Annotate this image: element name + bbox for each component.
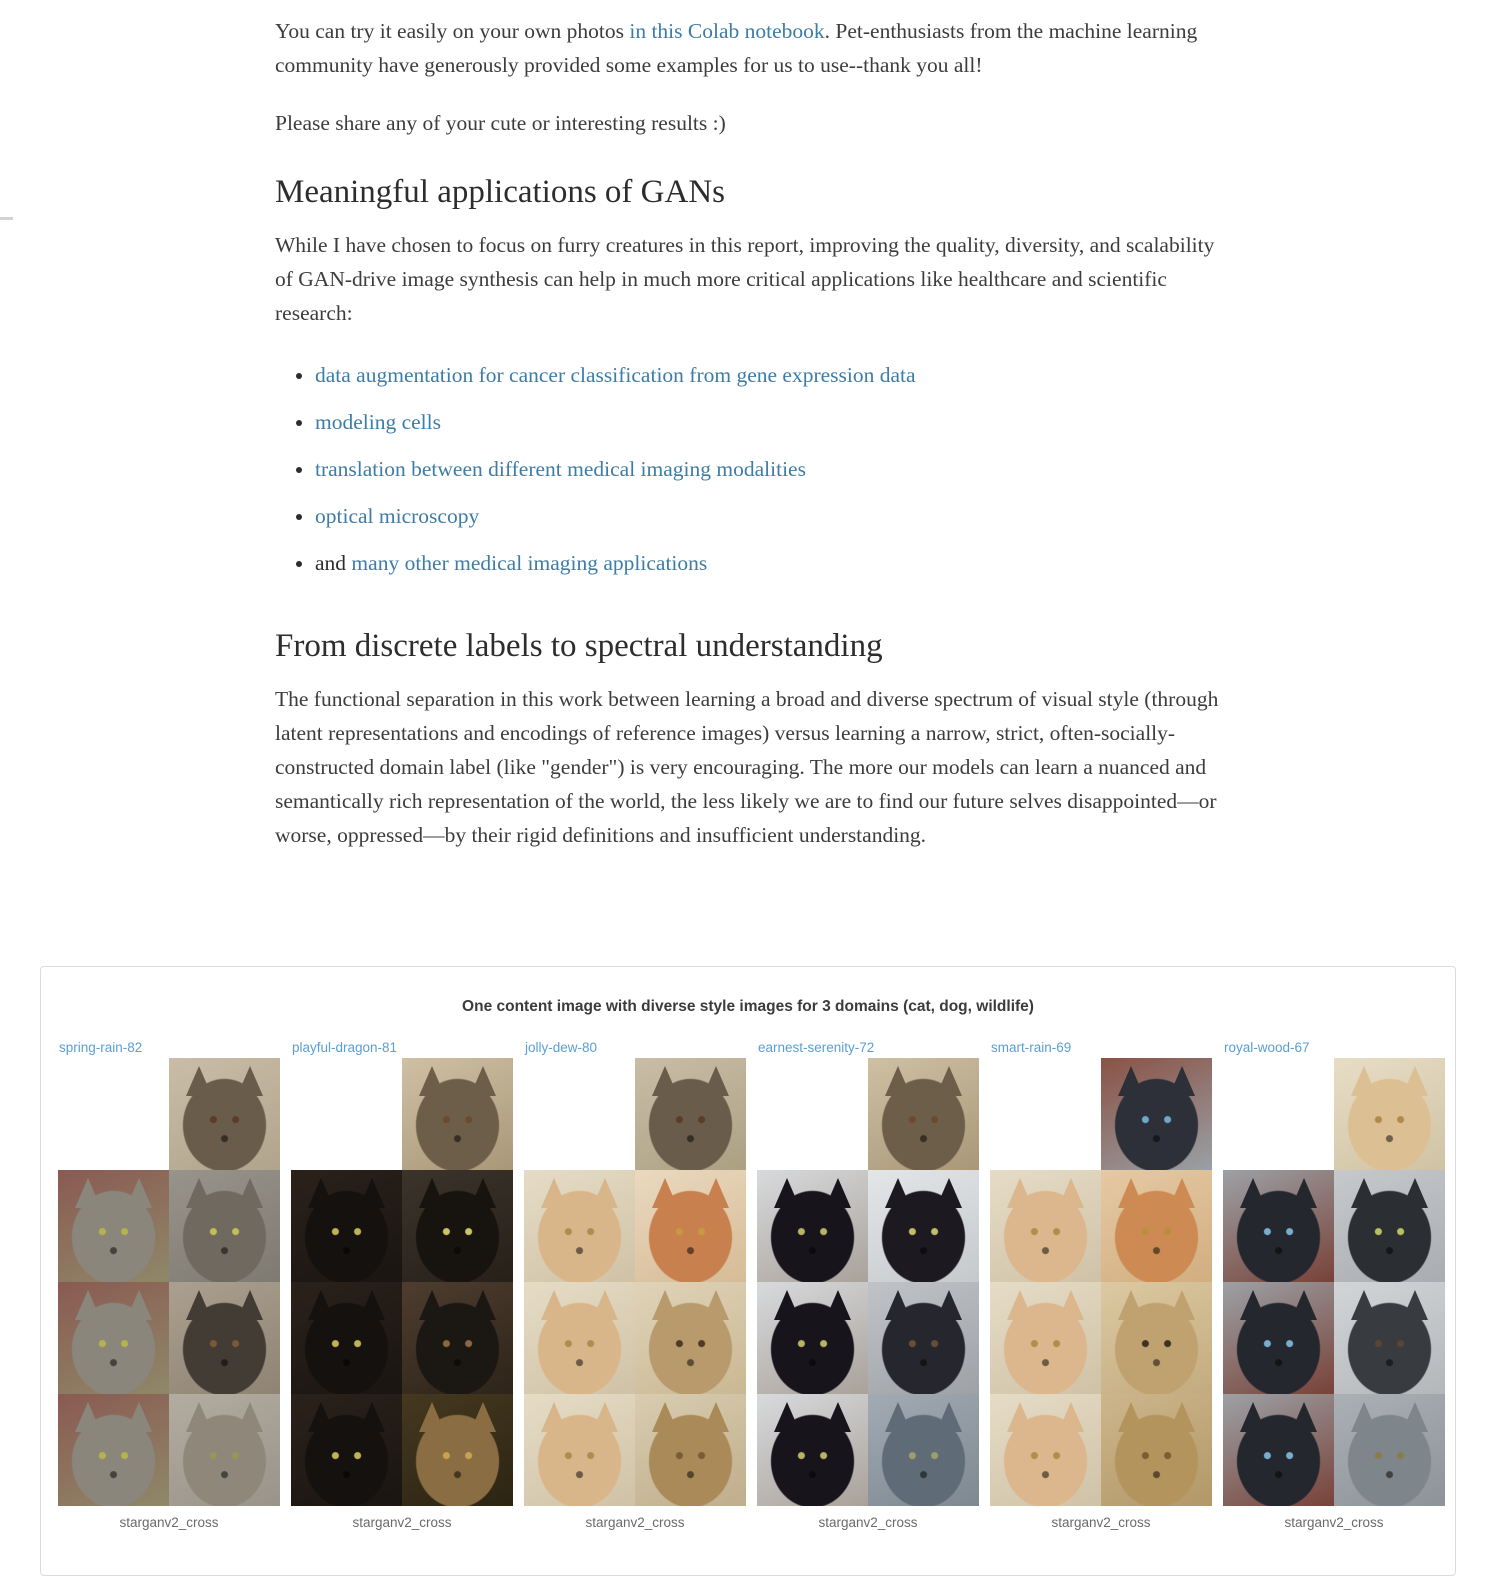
result-dark-gray-dog-image[interactable] xyxy=(169,1282,280,1394)
run-block xyxy=(524,1040,746,1530)
style-cream-cat-image[interactable] xyxy=(990,1394,1101,1506)
panel-title: One content image with diverse style images for 3 domains (cat, dog, wildlife) xyxy=(462,998,1034,1015)
result-lion-image[interactable] xyxy=(402,1394,513,1506)
style-tuxedo-cat-image[interactable] xyxy=(291,1282,402,1394)
run-name-link[interactable]: smart-rain-69 xyxy=(991,1040,1072,1055)
run-name-link[interactable]: spring-rain-82 xyxy=(59,1040,143,1055)
image-grid xyxy=(524,1058,746,1506)
run-block xyxy=(990,1040,1212,1530)
list-item xyxy=(315,452,1223,486)
content-gray-chihuahua-dog-image[interactable] xyxy=(169,1058,280,1170)
image-grid xyxy=(291,1058,513,1506)
run-name-link[interactable]: jolly-dew-80 xyxy=(525,1040,598,1055)
list-item xyxy=(315,358,1223,392)
content-husky-dog-image[interactable] xyxy=(1101,1058,1212,1170)
paragraph-share: Please share any of your cute or interesting results :) xyxy=(275,111,726,135)
style-gray-cat-image[interactable] xyxy=(58,1394,169,1506)
style-tuxedo-cat-image[interactable] xyxy=(291,1170,402,1282)
style-cream-cat-image[interactable] xyxy=(524,1170,635,1282)
cancer-classification-link[interactable]: data augmentation for cancer classification from gene expression data xyxy=(315,363,916,387)
image-grid xyxy=(757,1058,979,1506)
run-caption: starganv2_cross xyxy=(1284,1515,1384,1530)
style-husky-dog-image[interactable] xyxy=(1223,1394,1334,1506)
run-caption: starganv2_cross xyxy=(352,1515,452,1530)
style-gray-cat-image[interactable] xyxy=(58,1282,169,1394)
empty-cell xyxy=(58,1058,169,1170)
style-black-cat-image[interactable] xyxy=(757,1394,868,1506)
run-block xyxy=(757,1040,979,1530)
modeling-cells-link[interactable]: modeling cells xyxy=(315,410,441,434)
section-heading-gan-applications: Meaningful applications of GANs xyxy=(275,174,725,210)
paragraph-spectral: The functional separation in this work between learning a broad and diverse spectrum of visual style (through latent representations and encodings of reference images) versus learning a narrow, strict, often-socially-constructed domain label (like "gender") is very encouraging. The more our models can learn a nuanced and semantically rich representation of the world, the less likely we are to find our future selves disappointed—or worse, oppressed—by their rigid definitions and insufficient understanding. xyxy=(275,687,1219,847)
result-tan-shepherd-dog-image[interactable] xyxy=(1101,1282,1212,1394)
result-gray-cat-image[interactable] xyxy=(169,1170,280,1282)
paragraph-applications-intro: While I have chosen to focus on furry creatures in this report, improving the quality, diversity, and scalability of GAN-drive image synthesis can help in much more critical applications like healthcare and scientific research: xyxy=(275,233,1215,325)
list-item xyxy=(315,546,1223,580)
empty-cell xyxy=(757,1058,868,1170)
empty-cell xyxy=(990,1058,1101,1170)
imaging-modalities-link[interactable]: translation between different medical imaging modalities xyxy=(315,457,806,481)
run-name-link[interactable]: royal-wood-67 xyxy=(1224,1040,1310,1055)
content-cream-cat-image[interactable] xyxy=(1334,1058,1445,1170)
applications-list xyxy=(275,358,1223,580)
report-article xyxy=(275,0,1223,876)
style-black-cat-image[interactable] xyxy=(757,1170,868,1282)
optical-microscopy-link[interactable]: optical microscopy xyxy=(315,504,480,528)
empty-cell xyxy=(1223,1058,1334,1170)
paragraph-colab xyxy=(275,14,1223,82)
medical-imaging-applications-link[interactable]: many other medical imaging applications xyxy=(351,551,708,575)
image-grid xyxy=(990,1058,1212,1506)
image-grid xyxy=(58,1058,280,1506)
run-name-link[interactable]: earnest-serenity-72 xyxy=(758,1040,875,1055)
content-gray-chihuahua-dog-image[interactable] xyxy=(635,1058,746,1170)
style-black-cat-image[interactable] xyxy=(757,1282,868,1394)
result-tan-chihuahua-dog-image[interactable] xyxy=(635,1282,746,1394)
run-block xyxy=(58,1040,280,1530)
style-cream-cat-image[interactable] xyxy=(524,1282,635,1394)
colab-notebook-link[interactable]: in this Colab notebook xyxy=(629,19,825,43)
result-black-corgi-dog-image[interactable] xyxy=(402,1282,513,1394)
style-cream-cat-image[interactable] xyxy=(990,1170,1101,1282)
run-caption: starganv2_cross xyxy=(818,1515,918,1530)
style-cream-cat-image[interactable] xyxy=(524,1394,635,1506)
run-caption: starganv2_cross xyxy=(1051,1515,1151,1530)
list-item xyxy=(315,499,1223,533)
result-tuxedo-cat-image[interactable] xyxy=(1334,1170,1445,1282)
style-husky-dog-image[interactable] xyxy=(1223,1170,1334,1282)
result-orange-tabby-cat-image[interactable] xyxy=(635,1170,746,1282)
run-caption: starganv2_cross xyxy=(585,1515,685,1530)
result-black-dog-image[interactable] xyxy=(868,1282,979,1394)
result-border-collie-dog-image[interactable] xyxy=(1334,1282,1445,1394)
result-snow-leopard-image[interactable] xyxy=(169,1394,280,1506)
style-cream-cat-image[interactable] xyxy=(990,1282,1101,1394)
run-caption: starganv2_cross xyxy=(119,1515,219,1530)
result-black-cat-image[interactable] xyxy=(868,1170,979,1282)
empty-cell xyxy=(291,1058,402,1170)
list-item-prefix: and xyxy=(315,551,352,575)
result-black-cat-image[interactable] xyxy=(402,1170,513,1282)
result-orange-tabby-cat-image[interactable] xyxy=(1101,1170,1212,1282)
left-edge-divider xyxy=(0,217,13,220)
content-gray-chihuahua-dog-image[interactable] xyxy=(868,1058,979,1170)
result-lion-cub-image[interactable] xyxy=(1101,1394,1212,1506)
media-panel[interactable] xyxy=(40,966,1456,1576)
paragraph-text: . Pet-enthusiasts from the machine learning community have generously provided some examples for us to use--thank you all! xyxy=(275,19,1198,77)
paragraph-text: You can try it easily on your own photos xyxy=(275,19,630,43)
content-gray-chihuahua-dog-image[interactable] xyxy=(402,1058,513,1170)
image-grid xyxy=(1223,1058,1445,1506)
run-block xyxy=(291,1040,513,1530)
style-gray-cat-image[interactable] xyxy=(58,1170,169,1282)
style-husky-dog-image[interactable] xyxy=(1223,1282,1334,1394)
result-snow-leopard-image[interactable] xyxy=(868,1394,979,1506)
panel-blocks xyxy=(41,1016,1455,1530)
empty-cell xyxy=(524,1058,635,1170)
run-name-link[interactable]: playful-dragon-81 xyxy=(292,1040,398,1055)
style-tuxedo-cat-image[interactable] xyxy=(291,1394,402,1506)
section-heading-spectral-understanding: From discrete labels to spectral understanding xyxy=(275,628,883,664)
run-block xyxy=(1223,1040,1445,1530)
result-lioness-image[interactable] xyxy=(635,1394,746,1506)
result-gray-wolf-image[interactable] xyxy=(1334,1394,1445,1506)
list-item xyxy=(315,405,1223,439)
